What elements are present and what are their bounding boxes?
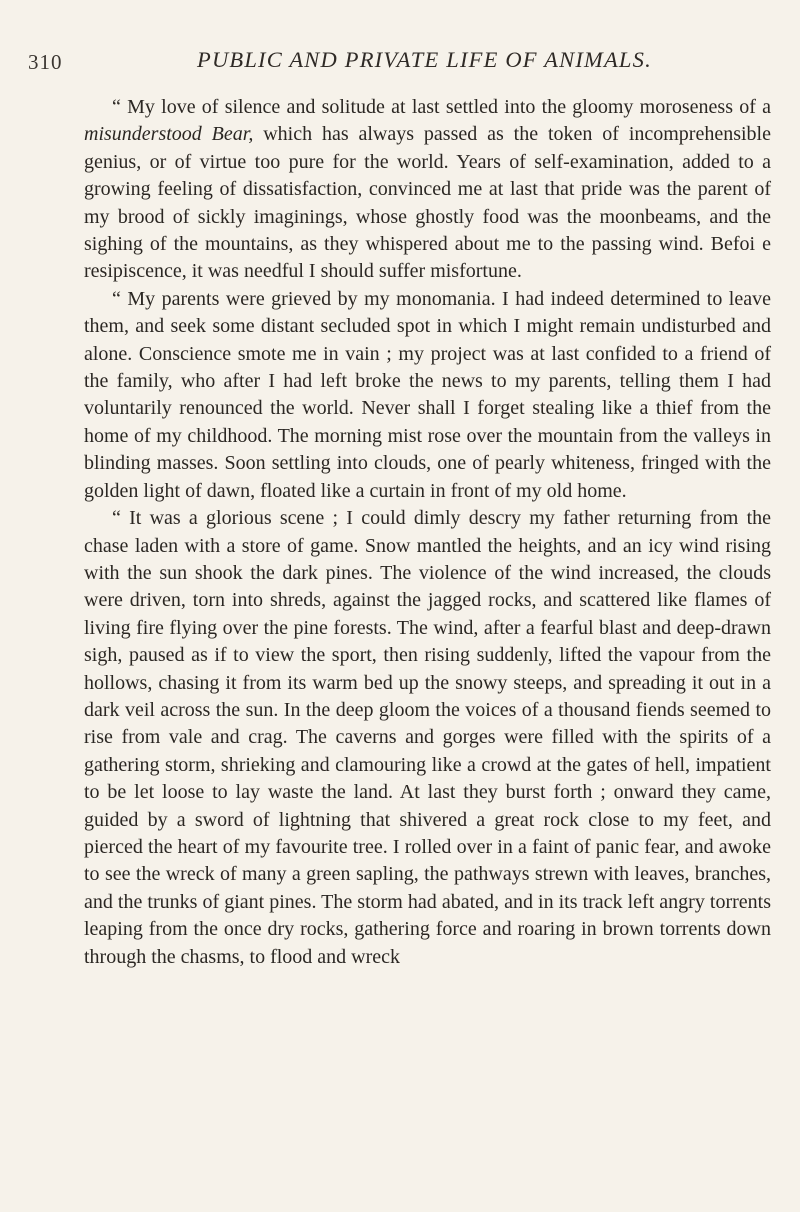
body-text: [84, 94, 771, 971]
paragraph-1: [84, 94, 771, 286]
page-number: 310: [28, 50, 63, 74]
running-title: PUBLIC AND PRIVATE LIFE OF ANIMALS.: [197, 47, 652, 72]
paragraph-1-italic-phrase: misunderstood Bear,: [84, 123, 254, 146]
paragraph-1-text-end: which has always passed as the token of incomprehensible genius, or of virtue too pure for the world. Years of self-examination, added to a growing feeling of dissatisfaction, convinced me at last that pride was the parent of my brood of sickly imaginings, whose ghostly food was the moonbeams, and the sighing of the mountains, as they whispered about me to the passing wind. Befoi e resipiscence, it was needful I should suffer misfortune.: [84, 123, 771, 283]
paragraph-1-text-start: “ My love of silence and solitude at last settled into the gloomy moroseness of a: [112, 96, 771, 118]
paragraph-3: “ It was a glorious scene ; I could dimly descry my father returning from the chase laden with a store of game. Snow mantled the heights, and an icy wind rising with the sun shook the dark pines. The violence of the wind increased, the clouds were driven, torn into shreds, against the jagged rocks, and scattered like flames of living fire flying over the pine forests. The wind, after a fearful blast and deep-drawn sigh, paused as if to view the sport, then rising suddenly, lifted the vapour from the hollows, chasing it from its warm bed up the snowy steeps, and spreading it out in a dark veil across the sun. In the deep gloom the voices of a thousand fiends seemed to rise from vale and crag. The caverns and gorges were filled with the spirits of a gathering storm, shrieking and clamouring like a crowd at the gates of hell, impatient to be let loose to lay waste the land. At last they burst forth ; onward they came, guided by a sword of lightning that shivered a great rock close to my feet, and pierced the heart of my favourite tree. I rolled over in a faint of panic fear, and awoke to see the wreck of many a green sapling, the pathways strewn with leaves, branches, and the trunks of giant pines. The storm had abated, and in its track left angry torrents leaping from the once dry rocks, gathering force and roaring in brown torrents down through the chasms, to flood and wreck: [84, 507, 771, 968]
paragraph-2: “ My parents were grieved by my monomania. I had indeed determined to leave them, and seek some distant secluded spot in which I might remain undisturbed and alone. Conscience smote me in vain ; my project was at last confided to a friend of the family, who after I had left broke the news to my parents, telling them I had voluntarily renounced the world. Never shall I forget stealing like a thief from the home of my childhood. The morning mist rose over the mountain from the valleys in blinding masses. Soon settling into clouds, one of pearly whiteness, fringed with the golden light of dawn, floated like a curtain in front of my old home.: [84, 287, 771, 502]
